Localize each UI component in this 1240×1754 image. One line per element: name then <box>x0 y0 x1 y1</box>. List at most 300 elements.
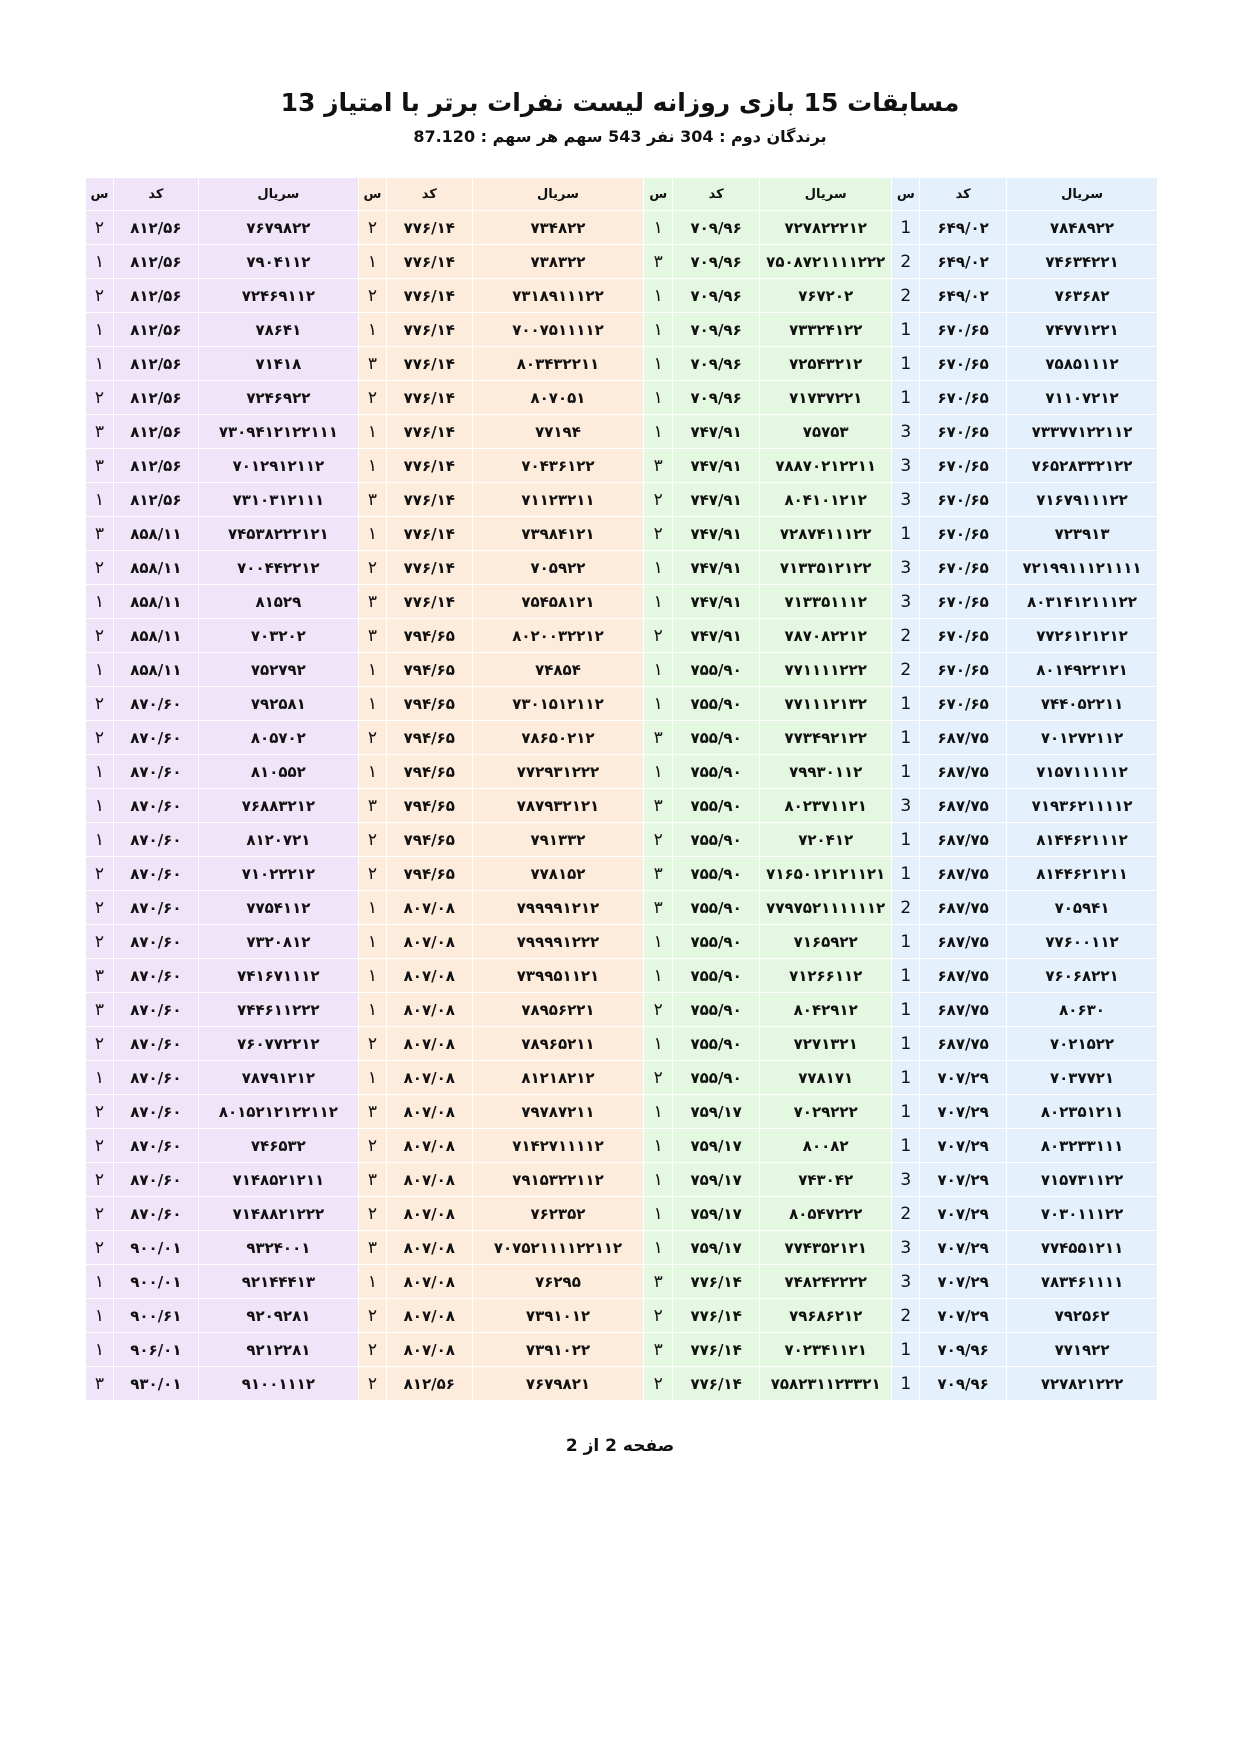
code-cell: ۷۹۴/۶۵ <box>386 789 472 823</box>
code-cell: ۶۷۰/۶۵ <box>920 415 1007 449</box>
share-cell: ۱ <box>644 551 673 585</box>
share-cell: 1 <box>892 1027 920 1061</box>
header-serial: سریال <box>198 178 358 211</box>
code-cell: ۶۷۰/۶۵ <box>920 347 1007 381</box>
share-cell: ۱ <box>86 347 114 381</box>
share-cell: 1 <box>892 1333 920 1367</box>
code-cell: ۷۵۵/۹۰ <box>673 1061 760 1095</box>
serial-cell: ۷۹۲۵۸۱ <box>198 687 358 721</box>
code-cell: ۷۵۵/۹۰ <box>673 959 760 993</box>
serial-cell: ۸۰۳۲۳۳۱۱۱ <box>1007 1129 1158 1163</box>
code-cell: ۷۰۷/۲۹ <box>920 1061 1007 1095</box>
table-row <box>86 279 1158 313</box>
share-cell: 3 <box>892 415 920 449</box>
serial-cell: ۷۵۷۵۳ <box>760 415 892 449</box>
code-cell: ۶۷۰/۶۵ <box>920 449 1007 483</box>
serial-cell: ۷۰۴۳۶۱۲۲ <box>472 449 644 483</box>
code-cell: ۸۷۰/۶۰ <box>113 891 198 925</box>
code-cell: ۸۷۰/۶۰ <box>113 993 198 1027</box>
share-cell: ۱ <box>644 959 673 993</box>
share-cell: ۲ <box>86 1163 114 1197</box>
code-cell: ۷۷۶/۱۴ <box>386 245 472 279</box>
share-cell: ۱ <box>644 381 673 415</box>
serial-cell: ۷۰۳۰۱۱۱۲۲ <box>1007 1197 1158 1231</box>
serial-cell: ۷۹۶۸۶۲۱۲ <box>760 1299 892 1333</box>
code-cell: ۷۷۶/۱۴ <box>386 381 472 415</box>
serial-cell: ۷۹۱۵۳۲۲۱۱۲ <box>472 1163 644 1197</box>
serial-cell: ۸۰۳۱۴۱۲۱۱۱۲۲ <box>1007 585 1158 619</box>
serial-cell: ۷۹۱۳۳۲ <box>472 823 644 857</box>
code-cell: ۸۰۷/۰۸ <box>386 1197 472 1231</box>
code-cell: ۸۷۰/۶۰ <box>113 687 198 721</box>
serial-cell: ۷۷۲۶۱۲۱۲۱۲ <box>1007 619 1158 653</box>
share-cell: 1 <box>892 721 920 755</box>
share-cell: ۱ <box>86 1061 114 1095</box>
share-cell: ۲ <box>358 211 386 245</box>
share-cell: ۱ <box>644 755 673 789</box>
share-cell: ۱ <box>358 1265 386 1299</box>
serial-cell: ۷۰۵۹۲۲ <box>472 551 644 585</box>
share-cell: 2 <box>892 279 920 313</box>
table-row <box>86 517 1158 551</box>
serial-cell: ۷۴۶۳۴۲۲۱ <box>1007 245 1158 279</box>
code-cell: ۷۴۷/۹۱ <box>673 415 760 449</box>
code-cell: ۷۰۷/۲۹ <box>920 1095 1007 1129</box>
code-cell: ۶۷۰/۶۵ <box>920 483 1007 517</box>
serial-cell: ۷۰۳۷۷۲۱ <box>1007 1061 1158 1095</box>
code-cell: ۷۵۵/۹۰ <box>673 755 760 789</box>
share-cell: ۱ <box>644 653 673 687</box>
code-cell: ۷۷۶/۱۴ <box>673 1333 760 1367</box>
serial-cell: ۷۱۳۳۵۱۲۱۲۲ <box>760 551 892 585</box>
serial-cell: ۷۱۶۷۹۱۱۱۲۲ <box>1007 483 1158 517</box>
serial-cell: ۷۲۰۴۱۲ <box>760 823 892 857</box>
share-cell: ۱ <box>644 211 673 245</box>
share-cell: ۱ <box>644 313 673 347</box>
code-cell: ۸۱۲/۵۶ <box>113 279 198 313</box>
share-cell: ۳ <box>644 449 673 483</box>
code-cell: ۸۷۰/۶۰ <box>113 1061 198 1095</box>
serial-cell: ۷۰۲۳۴۱۱۲۱ <box>760 1333 892 1367</box>
table-row <box>86 653 1158 687</box>
share-cell: ۱ <box>644 347 673 381</box>
share-cell: ۱ <box>358 1061 386 1095</box>
code-cell: ۷۰۷/۲۹ <box>920 1163 1007 1197</box>
code-cell: ۷۷۶/۱۴ <box>386 585 472 619</box>
code-cell: ۷۵۹/۱۷ <box>673 1231 760 1265</box>
share-cell: ۱ <box>358 925 386 959</box>
share-cell: ۳ <box>86 517 114 551</box>
code-cell: ۷۷۶/۱۴ <box>386 517 472 551</box>
share-cell: 2 <box>892 619 920 653</box>
share-cell: ۱ <box>86 1265 114 1299</box>
share-cell: ۲ <box>644 619 673 653</box>
code-cell: ۸۰۷/۰۸ <box>386 1163 472 1197</box>
share-cell: ۲ <box>86 857 114 891</box>
serial-cell: ۷۷۱۱۱۱۲۲۲ <box>760 653 892 687</box>
share-cell: ۳ <box>644 789 673 823</box>
share-cell: ۱ <box>644 1197 673 1231</box>
share-cell: ۳ <box>644 1265 673 1299</box>
code-cell: ۶۷۰/۶۵ <box>920 381 1007 415</box>
table-row <box>86 313 1158 347</box>
share-cell: 2 <box>892 1299 920 1333</box>
code-cell: ۶۷۰/۶۵ <box>920 313 1007 347</box>
code-cell: ۸۱۲/۵۶ <box>113 245 198 279</box>
serial-cell: ۷۳۹۹۵۱۱۲۱ <box>472 959 644 993</box>
serial-cell: ۸۰۵۴۷۲۲۲ <box>760 1197 892 1231</box>
table-row <box>86 1197 1158 1231</box>
table-row <box>86 619 1158 653</box>
code-cell: ۷۷۶/۱۴ <box>673 1367 760 1401</box>
table-row <box>86 1333 1158 1367</box>
share-cell: 3 <box>892 789 920 823</box>
table-row <box>86 1163 1158 1197</box>
page-title: مسابقات 15 بازی روزانه لیست نفرات برتر با امتیاز 13 <box>280 88 960 117</box>
code-cell: ۸۱۲/۵۶ <box>113 211 198 245</box>
serial-cell: ۸۱۴۴۶۲۱۲۱۱ <box>1007 857 1158 891</box>
table-row <box>86 993 1158 1027</box>
serial-cell: ۷۴۵۳۸۲۲۲۱۲۱ <box>198 517 358 551</box>
code-cell: ۷۴۷/۹۱ <box>673 619 760 653</box>
code-cell: ۸۱۲/۵۶ <box>113 415 198 449</box>
table-body <box>86 211 1158 1401</box>
serial-cell: ۷۱۵۷۳۱۱۲۲ <box>1007 1163 1158 1197</box>
share-cell: ۱ <box>86 483 114 517</box>
share-cell: ۲ <box>644 1367 673 1401</box>
share-cell: ۲ <box>644 823 673 857</box>
serial-cell: ۸۰۲۳۵۱۲۱۱ <box>1007 1095 1158 1129</box>
serial-cell: ۷۴۸۵۴ <box>472 653 644 687</box>
code-cell: ۹۳۰/۰۱ <box>113 1367 198 1401</box>
code-cell: ۷۰۷/۲۹ <box>920 1129 1007 1163</box>
share-cell: ۲ <box>86 551 114 585</box>
share-cell: ۱ <box>86 313 114 347</box>
share-cell: 2 <box>892 653 920 687</box>
share-cell: 1 <box>892 823 920 857</box>
serial-cell: ۷۷۸۱۷۱ <box>760 1061 892 1095</box>
code-cell: ۷۷۶/۱۴ <box>386 483 472 517</box>
table-row <box>86 1265 1158 1299</box>
share-cell: ۱ <box>358 959 386 993</box>
table-row <box>86 1231 1158 1265</box>
code-cell: ۷۹۴/۶۵ <box>386 653 472 687</box>
share-cell: 1 <box>892 857 920 891</box>
serial-cell: ۷۱۴۸۸۲۱۲۲۲ <box>198 1197 358 1231</box>
share-cell: ۱ <box>358 415 386 449</box>
share-cell: 3 <box>892 483 920 517</box>
table-row <box>86 687 1158 721</box>
code-cell: ۷۷۶/۱۴ <box>386 313 472 347</box>
serial-cell: ۷۴۶۵۳۲ <box>198 1129 358 1163</box>
serial-cell: ۷۶۷۹۸۲۱ <box>472 1367 644 1401</box>
code-cell: ۷۰۷/۲۹ <box>920 1231 1007 1265</box>
share-cell: ۲ <box>86 1231 114 1265</box>
serial-cell: ۷۲۱۹۹۱۱۱۲۱۱۱۱ <box>1007 551 1158 585</box>
code-cell: ۶۸۷/۷۵ <box>920 993 1007 1027</box>
serial-cell: ۸۰۴۲۹۱۲ <box>760 993 892 1027</box>
share-cell: 3 <box>892 1231 920 1265</box>
code-cell: ۷۴۷/۹۱ <box>673 517 760 551</box>
code-cell: ۸۱۲/۵۶ <box>113 347 198 381</box>
header-share: س <box>358 178 386 211</box>
code-cell: ۶۷۰/۶۵ <box>920 653 1007 687</box>
share-cell: ۲ <box>358 857 386 891</box>
serial-cell: ۷۷۸۱۵۲ <box>472 857 644 891</box>
serial-cell: ۷۷۱۱۱۲۱۳۲ <box>760 687 892 721</box>
code-cell: ۷۴۷/۹۱ <box>673 585 760 619</box>
share-cell: 1 <box>892 925 920 959</box>
table-row <box>86 1061 1158 1095</box>
serial-cell: ۷۸۹۵۶۲۲۱ <box>472 993 644 1027</box>
code-cell: ۸۰۷/۰۸ <box>386 1129 472 1163</box>
serial-cell: ۸۰۲۳۷۱۱۲۱ <box>760 789 892 823</box>
code-cell: ۷۵۵/۹۰ <box>673 925 760 959</box>
share-cell: ۳ <box>358 585 386 619</box>
code-cell: ۸۱۲/۵۶ <box>113 483 198 517</box>
serial-cell: ۷۷۴۳۵۲۱۲۱ <box>760 1231 892 1265</box>
serial-cell: ۸۱۲۱۸۲۱۲ <box>472 1061 644 1095</box>
code-cell: ۸۰۷/۰۸ <box>386 1265 472 1299</box>
serial-cell: ۸۰۶۳۰ <box>1007 993 1158 1027</box>
serial-cell: ۸۰۴۱۰۱۲۱۲ <box>760 483 892 517</box>
share-cell: ۲ <box>86 211 114 245</box>
winners-table <box>85 177 1158 1401</box>
serial-cell: ۷۵۰۸۷۲۱۱۱۱۲۲۲ <box>760 245 892 279</box>
share-cell: ۱ <box>644 279 673 313</box>
serial-cell: ۹۳۲۴۰۰۱ <box>198 1231 358 1265</box>
code-cell: ۷۹۴/۶۵ <box>386 619 472 653</box>
code-cell: ۸۰۷/۰۸ <box>386 1027 472 1061</box>
share-cell: ۲ <box>86 721 114 755</box>
code-cell: ۹۰۶/۰۱ <box>113 1333 198 1367</box>
serial-cell: ۷۶۰۶۸۲۲۱ <box>1007 959 1158 993</box>
serial-cell: ۷۵۸۲۳۱۱۲۳۳۲۱ <box>760 1367 892 1401</box>
code-cell: ۸۱۲/۵۶ <box>113 449 198 483</box>
share-cell: ۲ <box>644 993 673 1027</box>
code-cell: ۷۵۵/۹۰ <box>673 721 760 755</box>
share-cell: 3 <box>892 585 920 619</box>
code-cell: ۷۰۹/۹۶ <box>673 211 760 245</box>
serial-cell: ۷۱۶۵۰۱۲۱۲۱۱۲۱ <box>760 857 892 891</box>
header-code: کد <box>920 178 1007 211</box>
share-cell: ۲ <box>86 279 114 313</box>
serial-cell: ۷۴۷۷۱۲۲۱ <box>1007 313 1158 347</box>
share-cell: ۳ <box>86 959 114 993</box>
serial-cell: ۷۸۶۴۱ <box>198 313 358 347</box>
header-code: کد <box>673 178 760 211</box>
code-cell: ۷۷۶/۱۴ <box>673 1265 760 1299</box>
code-cell: ۷۷۶/۱۴ <box>386 279 472 313</box>
code-cell: ۸۵۸/۱۱ <box>113 653 198 687</box>
table-row <box>86 585 1158 619</box>
share-cell: 3 <box>892 449 920 483</box>
share-cell: 1 <box>892 687 920 721</box>
serial-cell: ۷۵۴۵۸۱۲۱ <box>472 585 644 619</box>
serial-cell: ۸۱۵۲۹ <box>198 585 358 619</box>
header-code: کد <box>386 178 472 211</box>
share-cell: 1 <box>892 211 920 245</box>
code-cell: ۸۷۰/۶۰ <box>113 1197 198 1231</box>
share-cell: ۳ <box>644 721 673 755</box>
code-cell: ۷۵۵/۹۰ <box>673 687 760 721</box>
code-cell: ۷۵۹/۱۷ <box>673 1197 760 1231</box>
code-cell: ۷۵۹/۱۷ <box>673 1095 760 1129</box>
table-row <box>86 381 1158 415</box>
serial-cell: ۷۳۰۹۴۱۲۱۲۲۱۱۱ <box>198 415 358 449</box>
serial-cell: ۷۲۵۴۳۲۱۲ <box>760 347 892 381</box>
serial-cell: ۷۰۱۲۹۱۲۱۱۲ <box>198 449 358 483</box>
serial-cell: ۷۱۷۳۷۲۲۱ <box>760 381 892 415</box>
code-cell: ۷۵۹/۱۷ <box>673 1129 760 1163</box>
share-cell: ۱ <box>644 1129 673 1163</box>
code-cell: ۷۷۶/۱۴ <box>386 551 472 585</box>
code-cell: ۸۷۰/۶۰ <box>113 1129 198 1163</box>
serial-cell: ۷۲۴۶۹۲۲ <box>198 381 358 415</box>
code-cell: ۸۰۷/۰۸ <box>386 993 472 1027</box>
code-cell: ۸۰۷/۰۸ <box>386 925 472 959</box>
share-cell: ۲ <box>358 1027 386 1061</box>
table-row <box>86 211 1158 245</box>
code-cell: ۶۸۷/۷۵ <box>920 1027 1007 1061</box>
table-row <box>86 823 1158 857</box>
code-cell: ۷۴۷/۹۱ <box>673 483 760 517</box>
code-cell: ۶۸۷/۷۵ <box>920 755 1007 789</box>
serial-cell: ۷۴۳۰۴۲ <box>760 1163 892 1197</box>
serial-cell: ۷۹۹۹۹۱۲۱۲ <box>472 891 644 925</box>
code-cell: ۸۵۸/۱۱ <box>113 517 198 551</box>
serial-cell: ۷۱۴۸۵۲۱۲۱۱ <box>198 1163 358 1197</box>
serial-cell: ۷۳۳۲۴۱۲۲ <box>760 313 892 347</box>
code-cell: ۷۵۵/۹۰ <box>673 823 760 857</box>
serial-cell: ۷۰۳۲۰۲ <box>198 619 358 653</box>
serial-cell: ۷۳۹۱۰۲۲ <box>472 1333 644 1367</box>
serial-cell: ۷۵۸۵۱۱۱۲ <box>1007 347 1158 381</box>
share-cell: ۳ <box>358 1231 386 1265</box>
serial-cell: ۸۰۵۷۰۲ <box>198 721 358 755</box>
code-cell: ۸۷۰/۶۰ <box>113 721 198 755</box>
serial-cell: ۷۳۴۸۲۲ <box>472 211 644 245</box>
share-cell: 3 <box>892 1265 920 1299</box>
share-cell: ۲ <box>358 721 386 755</box>
serial-cell: ۷۰۷۵۲۱۱۱۱۲۲۱۱۲ <box>472 1231 644 1265</box>
code-cell: ۸۵۸/۱۱ <box>113 551 198 585</box>
serial-cell: ۷۲۴۶۹۱۱۲ <box>198 279 358 313</box>
share-cell: 1 <box>892 381 920 415</box>
share-cell: ۲ <box>644 517 673 551</box>
share-cell: ۳ <box>644 245 673 279</box>
share-cell: ۲ <box>86 1197 114 1231</box>
serial-cell: ۷۶۸۸۳۲۱۲ <box>198 789 358 823</box>
serial-cell: ۷۹۹۳۰۱۱۲ <box>760 755 892 789</box>
code-cell: ۷۵۵/۹۰ <box>673 857 760 891</box>
table-row <box>86 891 1158 925</box>
serial-cell: ۸۱۴۴۶۲۱۱۱۲ <box>1007 823 1158 857</box>
serial-cell: ۸۰۰۸۲ <box>760 1129 892 1163</box>
code-cell: ۸۰۷/۰۸ <box>386 1231 472 1265</box>
serial-cell: ۸۰۱۵۲۱۲۱۲۲۱۱۲ <box>198 1095 358 1129</box>
share-cell: ۱ <box>644 925 673 959</box>
code-cell: ۷۷۶/۱۴ <box>386 211 472 245</box>
serial-cell: ۷۶۷۹۸۲۲ <box>198 211 358 245</box>
serial-cell: ۷۶۵۲۸۳۳۲۱۲۲ <box>1007 449 1158 483</box>
serial-cell: ۸۰۷۰۵۱ <box>472 381 644 415</box>
code-cell: ۶۷۰/۶۵ <box>920 585 1007 619</box>
code-cell: ۷۹۴/۶۵ <box>386 721 472 755</box>
serial-cell: ۷۲۷۱۳۲۱ <box>760 1027 892 1061</box>
code-cell: ۸۰۷/۰۸ <box>386 891 472 925</box>
serial-cell: ۷۱۳۳۵۱۱۱۲ <box>760 585 892 619</box>
share-cell: ۳ <box>358 619 386 653</box>
code-cell: ۷۰۹/۹۶ <box>920 1333 1007 1367</box>
code-cell: ۷۰۹/۹۶ <box>673 245 760 279</box>
share-cell: 2 <box>892 891 920 925</box>
table-row <box>86 857 1158 891</box>
serial-cell: ۷۱۱۲۳۲۱۱ <box>472 483 644 517</box>
code-cell: ۸۰۷/۰۸ <box>386 1061 472 1095</box>
share-cell: ۲ <box>86 687 114 721</box>
share-cell: ۱ <box>86 245 114 279</box>
serial-cell: ۹۱۰۰۱۱۱۲ <box>198 1367 358 1401</box>
serial-cell: ۷۶۷۲۰۲ <box>760 279 892 313</box>
header-code: کد <box>113 178 198 211</box>
serial-cell: ۷۳۱۸۹۱۱۱۲۲ <box>472 279 644 313</box>
code-cell: ۸۷۰/۶۰ <box>113 1163 198 1197</box>
share-cell: 1 <box>892 1061 920 1095</box>
share-cell: ۲ <box>644 483 673 517</box>
header-share: س <box>892 178 920 211</box>
share-cell: ۳ <box>86 449 114 483</box>
serial-cell: ۷۱۱۰۷۲۱۲ <box>1007 381 1158 415</box>
serial-cell: ۷۷۵۴۱۱۲ <box>198 891 358 925</box>
share-cell: ۱ <box>644 415 673 449</box>
code-cell: ۷۵۵/۹۰ <box>673 1027 760 1061</box>
serial-cell: ۷۶۰۷۷۲۲۱۲ <box>198 1027 358 1061</box>
serial-cell: ۷۵۲۷۹۲ <box>198 653 358 687</box>
code-cell: ۸۷۰/۶۰ <box>113 1095 198 1129</box>
code-cell: ۷۵۵/۹۰ <box>673 993 760 1027</box>
share-cell: ۱ <box>644 1095 673 1129</box>
code-cell: ۶۸۷/۷۵ <box>920 823 1007 857</box>
serial-cell: ۷۷۹۷۵۲۱۱۱۱۱۱۲ <box>760 891 892 925</box>
header-serial: سریال <box>472 178 644 211</box>
share-cell: 3 <box>892 551 920 585</box>
share-cell: 1 <box>892 1095 920 1129</box>
serial-cell: ۷۰۱۲۷۲۱۱۲ <box>1007 721 1158 755</box>
share-cell: ۳ <box>86 993 114 1027</box>
serial-cell: ۷۳۲۰۸۱۲ <box>198 925 358 959</box>
share-cell: ۳ <box>358 483 386 517</box>
table-row <box>86 1299 1158 1333</box>
serial-cell: ۷۱۵۷۱۱۱۱۱۲ <box>1007 755 1158 789</box>
serial-cell: ۷۷۱۹۲۲ <box>1007 1333 1158 1367</box>
code-cell: ۸۱۲/۵۶ <box>386 1367 472 1401</box>
table-row <box>86 755 1158 789</box>
serial-cell: ۷۰۵۹۴۱ <box>1007 891 1158 925</box>
serial-cell: ۸۰۳۴۳۲۲۱۱ <box>472 347 644 381</box>
code-cell: ۸۱۲/۵۶ <box>113 381 198 415</box>
share-cell: ۲ <box>358 279 386 313</box>
serial-cell: ۷۸۳۴۶۱۱۱۱ <box>1007 1265 1158 1299</box>
serial-cell: ۷۸۶۵۰۲۱۲ <box>472 721 644 755</box>
share-cell: ۳ <box>86 1367 114 1401</box>
share-cell: ۱ <box>358 687 386 721</box>
code-cell: ۸۰۷/۰۸ <box>386 1333 472 1367</box>
share-cell: ۱ <box>86 1333 114 1367</box>
code-cell: ۷۰۷/۲۹ <box>920 1265 1007 1299</box>
table-row <box>86 789 1158 823</box>
code-cell: ۷۰۹/۹۶ <box>673 279 760 313</box>
